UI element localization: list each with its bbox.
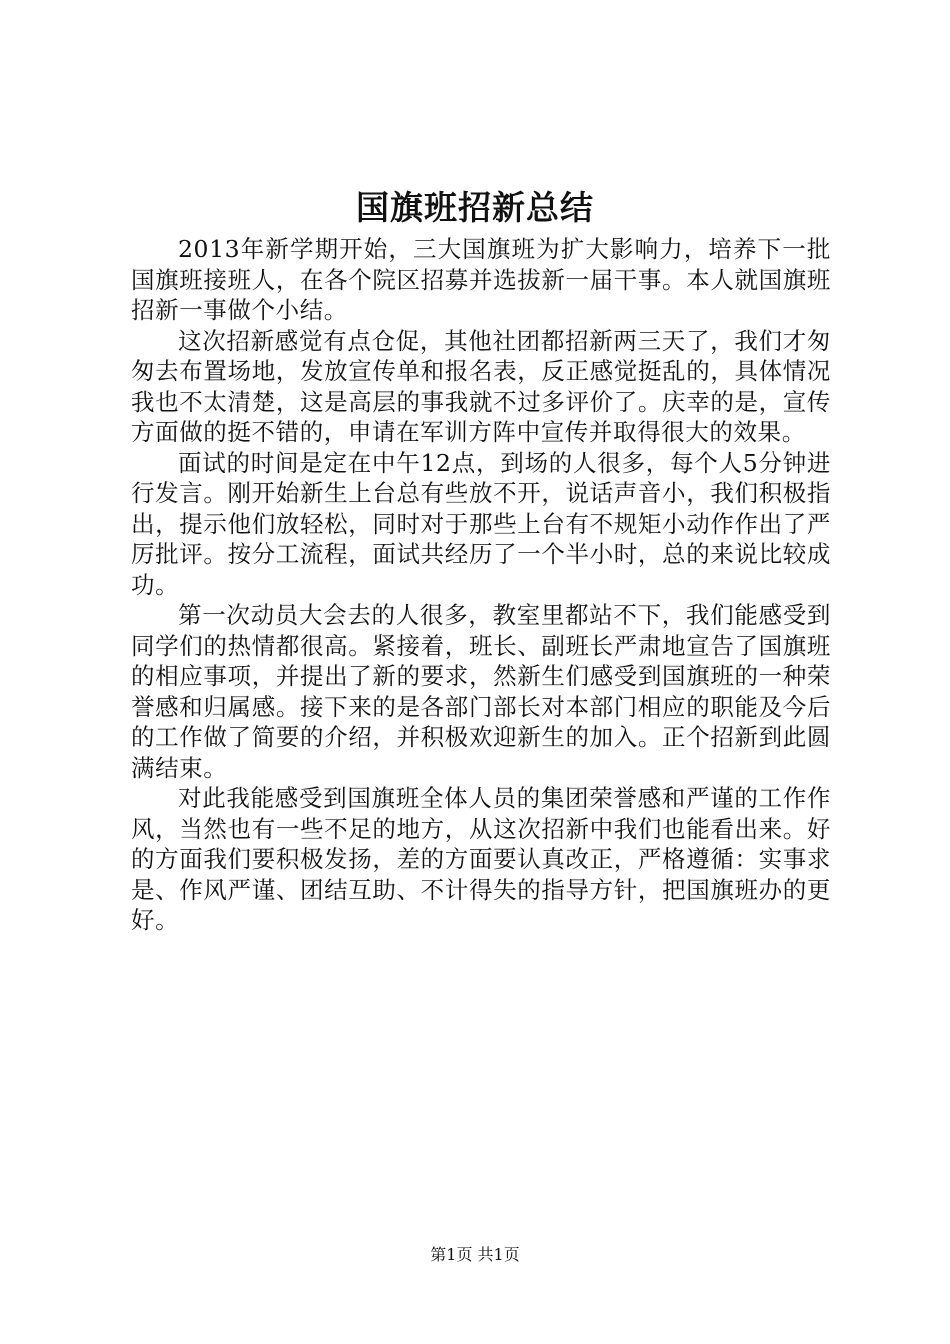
paragraph: 第一次动员大会去的人很多，教室里都站不下，我们能感受到同学们的热情都很高。紧接着，班长、副班长严肃地宣告了国旗班的相应事项，并提出了新的要求，然新生们感受到国旗班的一种荣誉感和归属感。接下来的是各部门部长对本部门相应的职能及今后的工作做了简要的介绍，并积极欢迎新生的加入。正个招新到此圆满结束。 (131, 601, 831, 782)
document-title: 国旗班招新总结 (356, 188, 594, 227)
paragraph: 2013年新学期开始，三大国旗班为扩大影响力，培养下一批国旗班接班人，在各个院区招募并选拔新一届干事。本人就国旗班招新一事做个小结。 (131, 235, 831, 324)
paragraph: 对此我能感受到国旗班全体人员的集团荣誉感和严谨的工作作风，当然也有一些不足的地方，从这次招新中我们也能看出来。好的方面我们要积极发扬，差的方面要认真改正，严格遵循：实事求是、作风严谨、团结互助、不计得失的指导方针，把国旗班办的更好。 (131, 784, 831, 934)
document-body (131, 234, 831, 936)
paragraph: 面试的时间是定在中午12点，到场的人很多，每个人5分钟进行发言。刚开始新生上台总有些放不开，说话声音小，我们积极指出，提示他们放轻松，同时对于那些上台有不规矩小动作作出了严厉批评。按分工流程，面试共经历了一个半小时，总的来说比较成功。 (131, 448, 831, 599)
paragraph: 这次招新感觉有点仓促，其他社团都招新两三天了，我们才匆匆去布置场地，发放宣传单和报名表，反正感觉挺乱的，具体情况我也不太清楚，这是高层的事我就不过多评价了。庆幸的是，宣传方面做的挺不错的，申请在军训方阵中宣传并取得很大的效果。 (131, 326, 831, 446)
page-footer: 第1页 共1页 (430, 1245, 520, 1264)
